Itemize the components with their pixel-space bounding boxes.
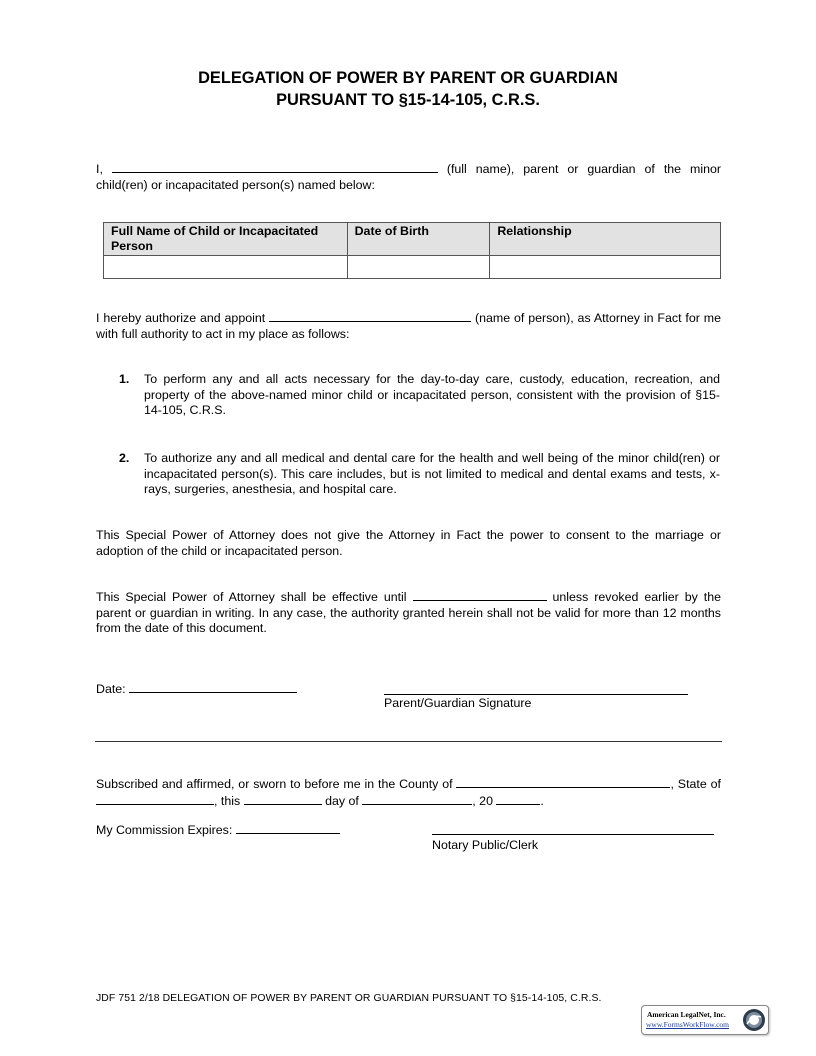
logo-url-link[interactable]: www.FormsWorkFlow.com [646,1020,730,1029]
document-title-line1: DELEGATION OF POWER BY PARENT OR GUARDIAN [198,69,618,87]
children-table [103,222,721,279]
column-header-date-of-birth: Date of Birth [347,223,490,256]
table-row [104,256,721,279]
document-title-line2: PURSUANT TO §15-14-105, C.R.S. [276,91,540,109]
notary-signature-line[interactable] [432,834,714,835]
intro-text: (full name), parent or guardian of the minor child(ren) or incapacitated person(s) named below: [96,162,721,192]
parent-signature-line[interactable] [384,694,688,695]
notary-signature-label: Notary Public/Clerk [432,838,539,852]
limitation-paragraph: This Special Power of Attorney does not give the Attorney in Fact the power to consent to the marriage or adoption of the child or incapacitated person. [96,528,721,558]
child-name-cell[interactable] [104,256,348,279]
day-field[interactable] [244,793,322,805]
form-footer: JDF 751 2/18 DELEGATION OF POWER BY PARENT OR GUARDIAN PURSUANT TO §15-14-105, C.R.S. [96,993,602,1004]
globe-icon [742,1008,766,1032]
notary-text-county: Subscribed and affirmed, or sworn to before me in the County of [96,777,453,791]
publisher-logo [641,1005,769,1035]
date-row [96,681,297,696]
commission-row [96,822,340,837]
item-1-number: 1. [119,372,130,386]
child-dob-cell[interactable] [347,256,490,279]
section-divider [95,741,722,742]
logo-name: American LegalNet, Inc. [647,1010,726,1019]
effective-prefix: This Special Power of Attorney shall be effective until [96,590,407,604]
table-header-row [104,223,721,256]
county-field[interactable] [456,776,670,788]
column-header-relationship: Relationship [490,223,721,256]
intro-prefix: I, [96,162,103,176]
effective-until-field[interactable] [413,589,547,601]
column-header-full-name: Full Name of Child or Incapacitated Person [104,223,348,256]
notary-text-this: , this [214,793,241,808]
appoint-prefix: I hereby authorize and appoint [96,311,266,325]
item-2-number: 2. [119,451,130,465]
notary-text-of: of [710,777,721,791]
effective-text: unless revoked earlier by the parent or guardian in writing. In any case, the authority granted herein shall not be valid for more than 12 months from the date of this document. [96,590,721,636]
item-2-text: To authorize any and all medical and dental care for the health and well being of the minor child(ren) or incapacitated person(s). This care includes, but is not limited to medical and dental exams and tests, x-rays, surgeries, anesthesia, and hospital care. [144,451,720,497]
appoint-text: (name of person), as Attorney in Fact for me with full authority to act in my place as follows: [96,311,721,341]
notary-text-period: . [540,793,544,808]
parent-signature-label: Parent/Guardian Signature [384,696,532,710]
intro-paragraph [96,161,721,193]
child-relationship-cell[interactable] [490,256,721,279]
notary-text-day-of: day of [325,793,359,808]
appoint-paragraph [96,310,721,342]
commission-label: My Commission Expires: [96,823,233,837]
month-field[interactable] [362,793,472,805]
notary-text-20: , 20 [472,793,493,808]
date-field[interactable] [129,681,297,693]
attorney-name-field[interactable] [269,310,471,322]
notary-paragraph [96,776,721,809]
full-name-field[interactable] [112,161,438,173]
date-label: Date: [96,682,126,696]
item-1-text: To perform any and all acts necessary for the day-to-day care, custody, education, recreation, and property of the above-named minor child or incapacitated person, consistent with the provision of §15-14-105, C.R.S. [144,372,720,418]
effective-paragraph [96,589,721,637]
notary-text-state: , State [670,777,707,791]
year-field[interactable] [496,793,540,805]
state-field[interactable] [96,793,214,805]
commission-expires-field[interactable] [236,822,340,834]
